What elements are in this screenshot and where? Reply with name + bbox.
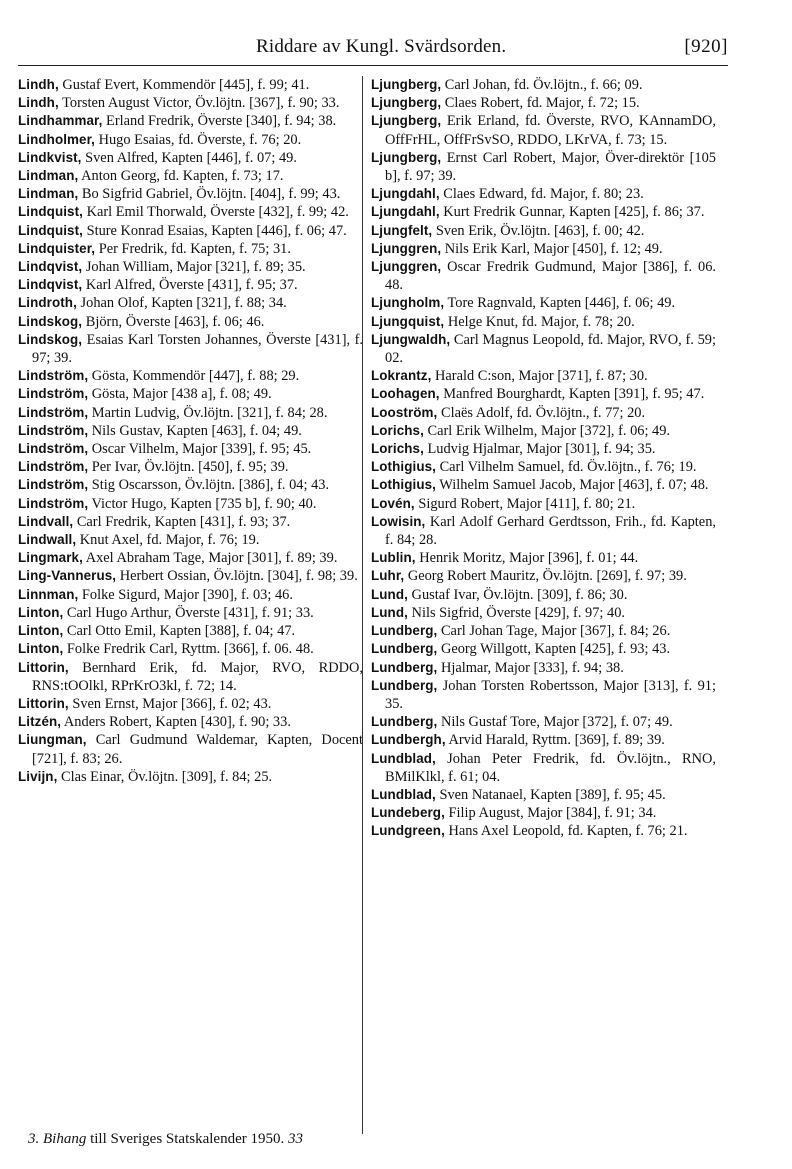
entry-text: Sven Erik, Öv.löjtn. [463], f. 00; 42. [432,222,645,239]
register-entry [371,549,716,567]
entry-text: Per Fredrik, fd. Kapten, f. 75; 31. [95,240,291,257]
entry-text: Harald C:son, Major [371], f. 87; 30. [431,368,648,385]
entry-text: Carl Fredrik, Kapten [431], f. 93; 37. [73,513,291,530]
page-title: Riddare av Kungl. Svärdsorden. [256,36,507,57]
entry-text: Bo Sigfrid Gabriel, Öv.löjtn. [404], f. 99; 43. [78,186,341,203]
entry-text: Filip August, Major [384], f. 91; 34. [444,805,657,822]
register-entry [371,149,716,185]
register-entry [18,404,363,422]
register-entry [18,258,363,276]
register-entry [18,203,363,221]
entry-name: Lindström, [18,495,89,511]
entry-name: Lowisin, [371,513,426,529]
entry-text: Wilhelm Samuel Jacob, Major [463], f. 07; 48. [435,477,709,494]
register-entry [18,604,363,622]
entry-name: Ljungwaldh, [371,331,451,347]
entry-name: Lindkvist, [18,149,82,165]
entry-name: Ljungdahl, [371,204,440,220]
entry-text: Sven Alfred, Kapten [446], f. 07; 49. [81,149,297,166]
entry-name: Lundberg, [371,714,438,730]
header-rule [18,65,728,66]
register-entry [18,313,363,331]
entry-name: Lundgreen, [371,823,445,839]
register-entry [371,567,716,585]
register-entry [371,222,716,240]
entry-name: Lundeberg, [371,805,445,821]
entry-name: Lindquister, [18,240,96,256]
entry-text: Hugo Esaias, fd. Överste, f. 76; 20. [94,131,302,148]
register-entry [18,167,363,185]
entry-name: Lindman, [18,186,79,202]
entry-name: Litzén, [18,714,62,730]
entry-text: Manfred Bourghardt, Kapten [391], f. 95; 47. [439,386,705,403]
register-entry [371,731,716,749]
entry-name: Lundblad, [371,750,436,766]
entry-text: Esaias Karl Torsten Johannes, Överste [431], f. 97; 39. [32,331,363,367]
entry-text: Karl Alfred, Överste [431], f. 95; 37. [82,277,298,294]
register-entry [371,440,716,458]
register-entry [18,240,363,258]
register-entry [371,367,716,385]
entry-text: Johan Peter Fredrik, fd. Öv.löjtn., RNO, BMilKlkl, f. 61; 04. [385,750,716,785]
entry-name: Lindhammar, [18,113,103,129]
entry-name: Loohagen, [371,386,440,402]
entry-text: Carl Magnus Leopold, fd. Major, RVO, f. 59; 02. [385,331,716,367]
entry-name: Lindvall, [18,513,74,529]
entry-name: Lingmark, [18,550,83,566]
register-entry [371,513,716,549]
entry-text: Erik Erland, fd. Överste, RVO, KAnnamDO, OffFrHL, OffFrSvSO, RDDO, LKrVA, f. 73; 15. [385,113,716,148]
entry-text: Carl Hugo Arthur, Överste [431], f. 91; 33. [63,604,314,621]
entry-name: Lindström, [18,441,89,457]
register-entry [371,313,716,331]
entry-text: Gösta, Major [438 a], f. 08; 49. [88,386,272,403]
entry-text: Kurt Fredrik Gunnar, Kapten [425], f. 86; 37. [439,204,705,221]
entry-text: Gustaf Evert, Kommendör [445], f. 99; 41. [58,77,310,93]
register-entry [18,112,363,130]
register-entry [371,76,716,94]
entry-name: Lindström, [18,368,89,384]
entry-name: Livijn, [18,768,58,784]
entry-text: Sigurd Robert, Major [411], f. 80; 21. [414,495,636,512]
entry-name: Lindquist, [18,222,83,238]
entry-name: Ling-Vannerus, [18,568,117,584]
register-entry [18,131,363,149]
entry-text: Helge Knut, fd. Major, f. 78; 20. [444,313,635,330]
entry-name: Lindh, [18,95,59,111]
register-entry [18,695,363,713]
entry-text: Carl Gudmund Waldemar, Kapten, Docent [721], f. 83; 26. [32,732,363,767]
entry-name: Lindwall, [18,532,77,548]
entry-name: Ljungberg, [371,77,442,92]
register-entry [18,76,363,94]
register-entry [371,713,716,731]
register-entry [18,458,363,476]
entry-text: Claës Adolf, fd. Öv.löjtn., f. 77; 20. [437,404,646,421]
entry-name: Ljungberg, [371,149,442,165]
register-entry [371,586,716,604]
entry-name: Lindroth, [18,295,77,311]
register-entry [371,622,716,640]
entry-name: Ljungholm, [371,295,445,311]
entry-name: Lindh, [18,77,59,92]
entry-name: Ljungberg, [371,113,442,129]
entry-text: Folke Sigurd, Major [390], f. 03; 46. [78,586,293,603]
entry-text: Oscar Fredrik Gudmund, Major [386], f. 06. 48. [385,259,716,294]
register-entry [371,331,716,367]
entry-name: Lundberg, [371,659,438,675]
register-entry [18,94,363,112]
register-entry [18,622,363,640]
register-entry [371,476,716,494]
entry-text: Per Ivar, Öv.löjtn. [450], f. 95; 39. [88,459,289,476]
entry-name: Ljungdahl, [371,186,440,202]
entry-text: Clas Einar, Öv.löjtn. [309], f. 84; 25. [57,768,273,785]
register-entry [18,440,363,458]
register-entry [18,731,363,767]
entry-name: Lindquist, [18,204,83,220]
entry-text: Knut Axel, fd. Major, f. 76; 19. [76,532,260,549]
register-entry [371,422,716,440]
entry-name: Linnman, [18,586,79,602]
entry-name: Lorichs, [371,441,424,457]
entry-text: Sture Konrad Esaias, Kapten [446], f. 06; 47. [82,222,347,239]
register-entry [18,367,363,385]
entry-text: Nils Gustav, Kapten [463], f. 04; 49. [88,422,302,439]
register-entry [18,513,363,531]
entry-name: Lindström, [18,386,89,402]
entry-text: Sven Natanael, Kapten [389], f. 95; 45. [435,786,666,803]
entry-name: Ljungberg, [371,95,442,111]
register-entry [18,659,363,695]
entry-text: Martin Ludvig, Öv.löjtn. [321], f. 84; 28. [88,404,328,421]
entry-text: Hjalmar, Major [333], f. 94; 38. [437,659,624,676]
register-entry [371,185,716,203]
register-entry [18,713,363,731]
entry-text: Axel Abraham Tage, Major [301], f. 89; 39. [82,550,338,567]
entry-name: Lovén, [371,495,415,511]
entry-text: Björn, Överste [463], f. 06; 46. [82,313,265,330]
entry-name: Lindström, [18,477,89,493]
right-column [371,76,716,841]
register-entry [18,422,363,440]
entry-name: Lundberg, [371,677,438,693]
entry-name: Littorin, [18,659,69,675]
entry-text: Johan Olof, Kapten [321], f. 88; 34. [76,295,287,312]
entry-name: Lundblad, [371,786,436,802]
entry-name: Lokrantz, [371,368,432,384]
entry-name: Lindström, [18,459,89,475]
entry-text: Georg Robert Mauritz, Öv.löjtn. [269], f. 97; 39. [404,568,687,585]
entry-name: Ljungquist, [371,313,445,329]
entry-name: Lund, [371,604,408,620]
entry-text: Claes Edward, fd. Major, f. 80; 23. [439,186,644,203]
entry-name: Ljungfelt, [371,222,433,238]
entry-text: Karl Emil Thorwald, Överste [432], f. 99; 42. [82,204,349,221]
entry-text: Carl Vilhelm Samuel, fd. Öv.löjtn., f. 76; 19. [435,459,697,476]
footer-number: 3. [28,1131,40,1147]
entry-text: Victor Hugo, Kapten [735 b], f. 90; 40. [88,495,317,512]
entry-text: Anders Robert, Kapten [430], f. 90; 33. [61,714,291,731]
entry-name: Ljunggren, [371,240,442,256]
entry-name: Lundbergh, [371,732,446,748]
register-entry [18,149,363,167]
register-entry [18,531,363,549]
entry-text: Ernst Carl Robert, Major, Över-direktör [105 b], f. 97; 39. [385,149,716,185]
entry-text: Stig Oscarsson, Öv.löjtn. [386], f. 04; 43. [88,477,330,494]
entry-text: Gustaf Ivar, Öv.löjtn. [309], f. 86; 30. [407,586,628,603]
register-entry [18,294,363,312]
entry-text: Nils Erik Karl, Major [450], f. 12; 49. [441,240,663,257]
left-column [18,76,363,786]
entry-text: Henrik Moritz, Major [396], f. 01; 44. [415,550,639,567]
register-entry [371,94,716,112]
entry-text: Arvid Harald, Ryttm. [369], f. 89; 39. [445,732,665,749]
register-entry [371,659,716,677]
register-entry [18,476,363,494]
entry-name: Liungman, [18,732,87,748]
page-number: [920] [684,36,728,57]
footer-page: 33 [287,1131,303,1147]
column-divider [362,76,363,1134]
entry-text: Sven Ernst, Major [366], f. 02; 43. [68,695,272,712]
entry-name: Lund, [371,586,408,602]
footer-bihang: Bihang [43,1131,87,1147]
register-entry [371,240,716,258]
entry-text: Johan William, Major [321], f. 89; 35. [82,259,306,276]
entry-text: Bernhard Erik, fd. Major, RVO, RDDO, RNS:tOOlkl, RPrKrO3kl, f. 72; 14. [32,659,363,694]
page-footer [28,1131,303,1148]
entry-name: Lindholmer, [18,131,95,147]
register-entry [371,640,716,658]
register-entry [18,222,363,240]
register-entry [371,294,716,312]
footer-text: till Sveriges Statskalender 1950. [86,1131,285,1147]
entry-text: Carl Johan, fd. Öv.löjtn., f. 66; 09. [441,77,643,93]
register-entry [371,822,716,840]
entry-text: Nils Sigfrid, Överste [429], f. 97; 40. [407,604,625,621]
entry-name: Luhr, [371,568,405,584]
entry-text: Folke Fredrik Carl, Ryttm. [366], f. 06. 48. [63,641,314,658]
register-entry [371,804,716,822]
entry-text: Anton Georg, fd. Kapten, f. 73; 17. [78,168,284,185]
entry-name: Littorin, [18,695,69,711]
register-entry [371,458,716,476]
entry-text: Johan Torsten Robertsson, Major [313], f. 91; 35. [385,677,716,712]
register-entry [18,385,363,403]
register-entry [18,495,363,513]
entry-name: Linton, [18,623,64,639]
entry-name: Linton, [18,641,64,657]
entry-name: Ljunggren, [371,259,442,275]
register-entry [371,786,716,804]
entry-text: Claes Robert, fd. Major, f. 72; 15. [441,95,640,112]
register-entry [18,567,363,585]
register-entry [18,276,363,294]
register-entry [371,495,716,513]
entry-text: Torsten August Victor, Öv.löjtn. [367], f. 90; 33. [58,95,340,112]
entry-text: Erland Fredrik, Överste [340], f. 94; 38. [102,113,337,130]
entry-name: Lindskog, [18,313,83,329]
entry-name: Lothigius, [371,477,436,493]
register-entry [18,640,363,658]
entry-text: Herbert Ossian, Öv.löjtn. [304], f. 98; 39. [116,568,358,585]
page-header [18,36,728,60]
entry-name: Lindskog, [18,331,83,347]
entry-name: Lothigius, [371,459,436,475]
register-entry [371,203,716,221]
entry-text: Gösta, Kommendör [447], f. 88; 29. [88,368,300,385]
entry-text: Karl Adolf Gerhard Gerdtsson, Frih., fd. Kapten, f. 84; 28. [385,513,716,549]
register-entry [371,112,716,148]
entry-name: Lindman, [18,168,79,184]
entry-name: Lundberg, [371,623,438,639]
entry-text: Carl Erik Wilhelm, Major [372], f. 06; 49. [423,422,671,439]
register-entry [18,331,363,367]
entry-name: Looström, [371,404,438,420]
entry-text: Hans Axel Leopold, fd. Kapten, f. 76; 21. [444,823,688,840]
entry-name: Lindström, [18,422,89,438]
entry-name: Lindqvist, [18,277,83,293]
entry-text: Nils Gustaf Tore, Major [372], f. 07; 49. [437,714,673,731]
entry-name: Lundberg, [371,641,438,657]
register-entry [371,750,716,786]
entry-text: Carl Johan Tage, Major [367], f. 84; 26. [437,623,671,640]
entry-text: Georg Willgott, Kapten [425], f. 93; 43. [437,641,671,658]
register-entry [371,404,716,422]
register-entry [371,385,716,403]
entry-name: Lorichs, [371,422,424,438]
entry-name: Linton, [18,604,64,620]
register-entry [371,677,716,713]
register-entry [371,604,716,622]
entry-text: Ludvig Hjalmar, Major [301], f. 94; 35. [423,441,656,458]
entry-name: Lindqvist, [18,259,83,275]
register-entry [18,185,363,203]
register-entry [18,549,363,567]
entry-text: Tore Ragnvald, Kapten [446], f. 06; 49. [444,295,676,312]
entry-name: Lindström, [18,404,89,420]
entry-text: Carl Otto Emil, Kapten [388], f. 04; 47. [63,623,296,640]
register-entry [371,258,716,294]
register-entry [18,768,363,786]
entry-name: Lublin, [371,550,416,566]
register-entry [18,586,363,604]
entry-text: Oscar Vilhelm, Major [339], f. 95; 45. [88,441,312,458]
